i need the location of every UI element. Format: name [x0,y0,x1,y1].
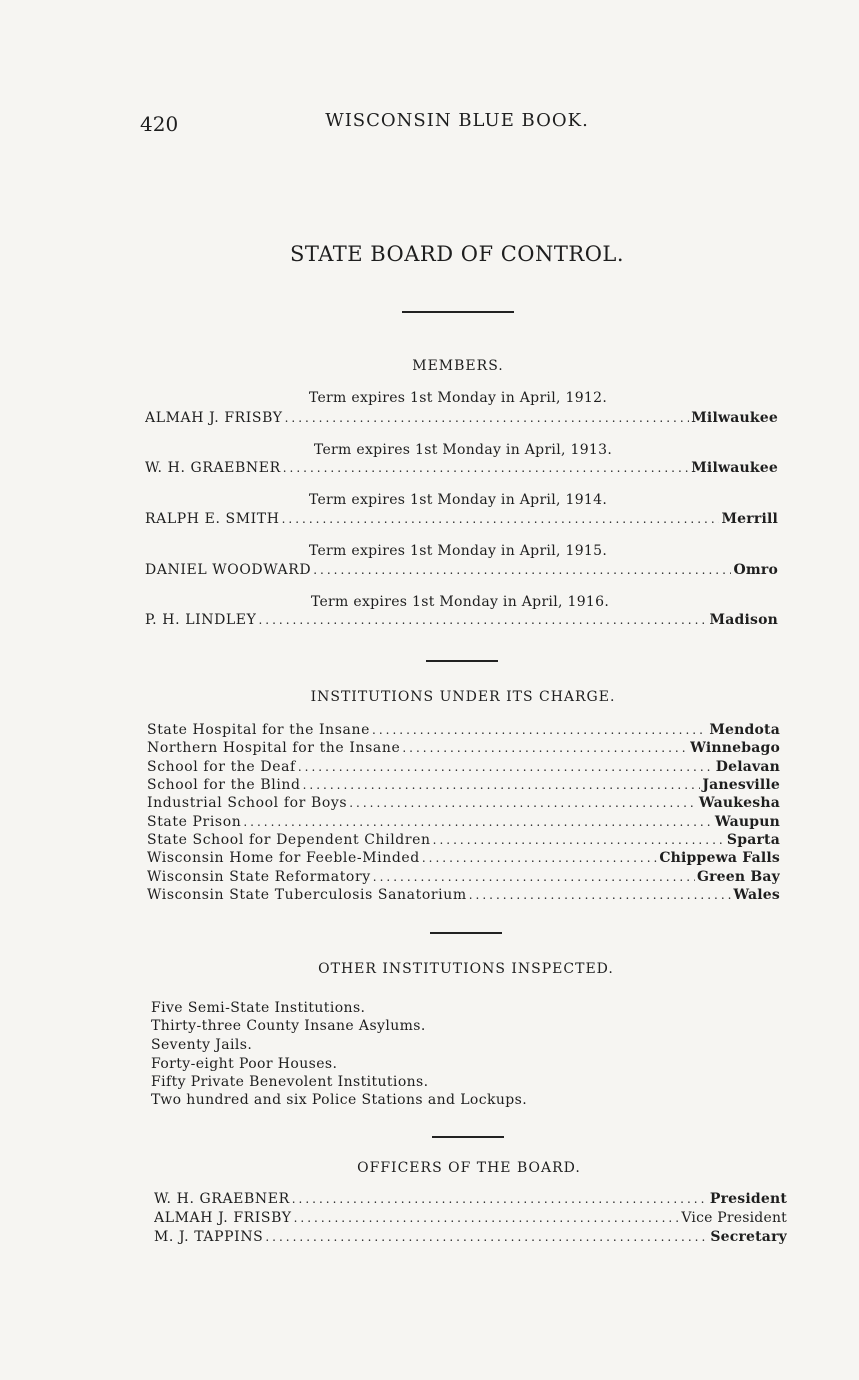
dot-leader [294,1211,680,1225]
page-title: STATE BOARD OF CONTROL. [289,242,625,266]
institution-row [147,777,780,793]
dot-leader [283,461,690,475]
other-inspected-heading: OTHER INSTITUTIONS INSPECTED. [318,961,614,977]
officer-row [154,1191,787,1207]
institution-name: State Hospital for the Insane [147,722,370,738]
running-head: WISCONSIN BLUE BOOK. [325,110,589,131]
section-divider [430,932,502,934]
inspected-item: Seventy Jails. [151,1037,253,1053]
institution-location: Delavan [715,759,780,775]
inspected-item: Two hundred and six Police Stations and Lockups. [151,1092,528,1108]
member-term: Term expires 1st Monday in April, 1916. [310,594,610,610]
member-row [145,562,778,578]
institution-name: Industrial School for Boys [147,795,348,811]
members-heading: MEMBERS. [412,358,504,374]
institutions-heading: INSTITUTIONS UNDER ITS CHARGE. [310,689,616,705]
page-number: 420 [140,112,179,136]
institution-row [147,740,780,756]
member-term: Term expires 1st Monday in April, 1913. [313,442,613,458]
inspected-item: Fifty Private Benevolent Institutions. [151,1074,429,1090]
institution-name: Wisconsin State Tuberculosis Sanatorium [147,887,467,903]
institution-location: Wales [733,887,780,903]
dot-leader [292,1192,708,1206]
institution-name: Wisconsin State Reformatory [147,869,371,885]
inspected-item: Thirty-three County Insane Asylums. [151,1018,426,1034]
member-term: Term expires 1st Monday in April, 1912. [308,390,608,406]
institution-location: Janesville [702,777,780,793]
officer-row [154,1229,787,1245]
dot-leader [282,512,720,526]
dot-leader [313,563,731,577]
dot-leader [258,613,707,627]
institution-name: State School for Dependent Children [147,832,431,848]
dot-leader [372,723,707,737]
dot-leader [469,888,732,902]
member-residence: Milwaukee [691,410,778,426]
officer-title: Secretary [710,1229,787,1245]
member-name: W. H. GRAEBNER [145,460,281,476]
member-term: Term expires 1st Monday in April, 1914. [308,492,608,508]
member-name: P. H. LINDLEY [145,612,257,628]
institution-row [147,850,780,866]
institution-location: Waukesha [698,795,780,811]
dot-leader [298,760,714,774]
institution-name: School for the Deaf [147,759,296,775]
institution-row [147,722,780,738]
institution-location: Green Bay [696,869,780,885]
institution-location: Chippewa Falls [659,850,780,866]
institution-name: School for the Blind [147,777,301,793]
member-row [145,612,778,628]
institution-row [147,869,780,885]
member-residence: Madison [709,612,778,628]
dot-leader [402,741,688,755]
member-residence: Merrill [721,511,778,527]
dot-leader [373,870,695,884]
member-term: Term expires 1st Monday in April, 1915. [308,543,608,559]
institution-name: State Prison [147,814,242,830]
institution-name: Wisconsin Home for Feeble-Minded [147,850,420,866]
officer-name: ALMAH J. FRISBY [154,1210,292,1226]
member-name: RALPH E. SMITH [145,511,280,527]
officer-title: President [709,1191,787,1207]
section-divider [432,1136,504,1138]
institution-row [147,795,780,811]
dot-leader [243,815,713,829]
section-divider [426,660,498,662]
inspected-item: Forty-eight Poor Houses. [151,1056,338,1072]
title-divider [402,311,514,313]
inspected-item: Five Semi-State Institutions. [151,1000,366,1016]
officer-title: Vice President [681,1210,787,1226]
officer-row [154,1210,787,1226]
institution-row [147,832,780,848]
institution-row [147,814,780,830]
officer-name: W. H. GRAEBNER [154,1191,290,1207]
dot-leader [349,796,697,810]
member-name: DANIEL WOODWARD [145,562,312,578]
institution-row [147,887,780,903]
member-row [145,460,778,476]
member-row [145,410,778,426]
institution-location: Winnebago [690,740,780,756]
dot-leader [285,411,690,425]
institution-row [147,759,780,775]
institution-location: Mendota [709,722,780,738]
institution-location: Sparta [726,832,780,848]
institution-location: Waupun [714,814,780,830]
dot-leader [433,833,725,847]
officers-heading: OFFICERS OF THE BOARD. [357,1160,581,1176]
dot-leader [303,778,701,792]
dot-leader [422,851,657,865]
member-residence: Milwaukee [691,460,778,476]
dot-leader [265,1230,708,1244]
member-residence: Omro [733,562,778,578]
member-row [145,511,778,527]
institution-name: Northern Hospital for the Insane [147,740,401,756]
member-name: ALMAH J. FRISBY [145,410,283,426]
officer-name: M. J. TAPPINS [154,1229,264,1245]
